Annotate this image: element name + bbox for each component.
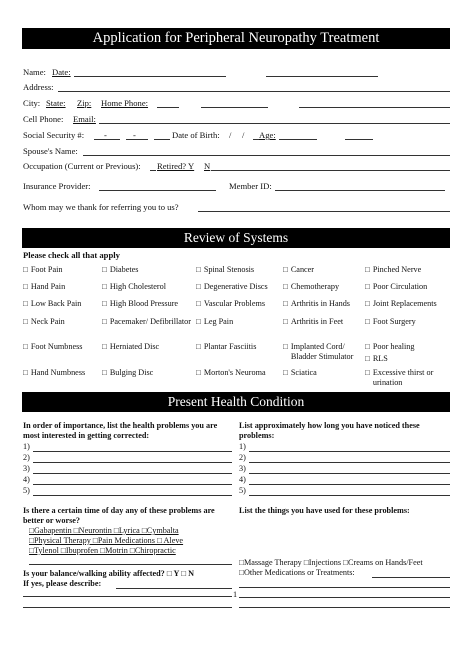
duration-number-label: 3) <box>239 464 246 473</box>
checklist-label: Diabetes <box>109 265 139 274</box>
dob-slash-1: / <box>229 130 232 140</box>
city-extra-field[interactable] <box>299 107 450 108</box>
checkbox-icon[interactable]: □ <box>365 368 370 377</box>
date-field[interactable] <box>266 76 378 77</box>
referral-label: Whom may we thank for referring you to us? <box>23 202 179 212</box>
describe-label: If yes, please describe: <box>23 579 102 588</box>
checklist-item[interactable] <box>23 265 101 275</box>
age-extra-field[interactable] <box>345 139 373 140</box>
checklist-item[interactable] <box>196 265 282 275</box>
checklist-label: Arthritis in Hands <box>290 299 350 308</box>
problem-entry-field[interactable] <box>33 462 232 463</box>
describe-field-1[interactable] <box>116 588 232 589</box>
checkbox-icon[interactable]: □ <box>283 265 288 274</box>
spouse-field[interactable] <box>83 155 450 156</box>
checklist-label: Excessive thirst or urination <box>372 368 434 387</box>
review-instruction: Please check all that apply <box>23 250 120 260</box>
name-label: Name: <box>23 67 46 77</box>
question-health-problems: In order of importance, list the health problems you are most interested in getting corrected: <box>23 421 218 440</box>
therapy-options-1[interactable]: □Massage Therapy □Injections □Creams on Hands/Feet <box>239 558 423 567</box>
date-label: Date: <box>52 67 71 77</box>
duration-entry-field[interactable] <box>249 473 450 474</box>
review-title: Review of Systems <box>183 230 289 245</box>
insurance-label: Insurance Provider: <box>23 181 91 191</box>
checklist-item[interactable] <box>102 299 194 309</box>
checklist-item[interactable] <box>23 368 101 378</box>
ssn-field-2[interactable] <box>126 139 148 140</box>
checklist-label: Leg Pain <box>203 317 234 326</box>
checklist-label: Plantar Fasciitis <box>203 342 257 351</box>
checklist-item[interactable] <box>196 368 282 378</box>
checklist-item-rls[interactable] <box>365 354 388 364</box>
checklist-label: Foot Surgery <box>372 317 416 326</box>
checkbox-icon[interactable]: □ <box>23 368 28 377</box>
checkbox-icon[interactable]: □ <box>283 282 288 291</box>
checkbox-icon[interactable]: □ <box>23 265 28 274</box>
checklist-label: Vascular Problems <box>203 299 266 308</box>
medication-extra-field[interactable] <box>29 564 232 565</box>
checkbox-icon[interactable]: □ <box>102 317 107 326</box>
things-used-field-2[interactable] <box>239 597 450 598</box>
checkbox-icon[interactable]: □ <box>365 282 370 291</box>
checklist-label: Degenerative Discs <box>203 282 268 291</box>
describe-field-2[interactable] <box>23 596 232 597</box>
checklist-item[interactable] <box>196 299 282 309</box>
checklist-label: Low Back Pain <box>30 299 82 308</box>
ssn-field-1[interactable] <box>94 139 120 140</box>
home-phone-field[interactable] <box>157 107 179 108</box>
zip-label: Zip: <box>77 98 92 108</box>
checklist-item[interactable] <box>365 265 455 275</box>
checklist-item[interactable] <box>23 317 101 327</box>
duration-number-label: 4) <box>239 475 246 484</box>
checkbox-icon[interactable]: □ <box>102 299 107 308</box>
checklist-item[interactable] <box>102 368 194 378</box>
checklist-item[interactable] <box>23 342 101 352</box>
checklist-item[interactable] <box>102 265 194 275</box>
checkbox-icon[interactable]: □ <box>102 342 107 351</box>
checklist-label: Poor healing <box>372 342 415 351</box>
ssn-field-3[interactable] <box>154 139 170 140</box>
duration-number-label: 5) <box>239 486 246 495</box>
checklist-label: Hand Numbness <box>30 368 86 377</box>
present-banner <box>22 392 450 412</box>
member-id-field[interactable] <box>275 190 445 191</box>
ssn-dash-1: - <box>104 130 107 140</box>
checkbox-icon[interactable]: □ <box>365 354 370 363</box>
checklist-label: High Cholesterol <box>109 282 167 291</box>
other-treatments-field[interactable] <box>372 577 450 578</box>
checkbox-icon[interactable]: □ <box>283 368 288 377</box>
checklist-label: Joint Replacements <box>372 299 437 308</box>
checkbox-icon[interactable]: □ <box>196 317 201 326</box>
duration-number-label: 1) <box>239 442 246 451</box>
problem-entry-field[interactable] <box>33 495 232 496</box>
problem-entry-field[interactable] <box>33 473 232 474</box>
checklist-label: Foot Numbness <box>30 342 83 351</box>
address-label: Address: <box>23 82 54 92</box>
checklist-item[interactable] <box>283 317 363 327</box>
checklist-item[interactable] <box>102 282 194 292</box>
checklist-label: Herniated Disc <box>109 342 160 351</box>
balance-question[interactable]: Is your balance/walking ability affected? □ Y □ N <box>23 569 195 578</box>
occupation-field[interactable] <box>150 170 156 171</box>
home-phone-label: Home Phone: <box>101 98 149 108</box>
checkbox-icon[interactable]: □ <box>23 317 28 326</box>
checklist-label: Implanted Cord/ Bladder Stimulator <box>290 342 354 361</box>
question-time-of-day: Is there a certain time of day any of these problems are better or worse? <box>23 506 215 525</box>
things-used-field-1[interactable] <box>239 587 450 588</box>
therapy-options-2[interactable]: □Other Medications or Treatments: <box>239 568 355 577</box>
describe-field-3[interactable] <box>23 607 232 608</box>
checklist-item[interactable] <box>365 368 455 387</box>
retired-n-label: N <box>204 161 211 171</box>
duration-number-label: 2) <box>239 453 246 462</box>
address-field[interactable] <box>58 91 450 92</box>
checkbox-icon[interactable]: □ <box>23 342 28 351</box>
occupation-label: Occupation (Current or Previous): <box>23 161 141 171</box>
dob-label: Date of Birth: <box>172 130 220 140</box>
checklist-item[interactable] <box>196 342 282 352</box>
checklist-item[interactable] <box>283 299 363 309</box>
checklist-item[interactable] <box>283 265 363 275</box>
checklist-label: Arthritis in Feet <box>290 317 344 326</box>
things-used-field-3[interactable] <box>239 607 450 608</box>
medication-options-2[interactable]: □Physical Therapy □Pain Medications □ Aleve <box>29 536 184 545</box>
checklist-label: Bulging Disc <box>109 368 154 377</box>
checklist-item[interactable] <box>283 368 363 378</box>
checkbox-icon[interactable]: □ <box>283 342 288 351</box>
checklist-label: RLS <box>372 354 388 363</box>
checklist-item[interactable] <box>196 317 282 327</box>
checkbox-icon[interactable]: □ <box>283 317 288 326</box>
checkbox-icon[interactable]: □ <box>102 265 107 274</box>
form-title-banner <box>22 28 450 49</box>
checkbox-icon[interactable]: □ <box>196 265 201 274</box>
medication-options-1[interactable]: □Gabapentin □Neurontin □Lyrica □Cymbalta <box>29 526 179 535</box>
review-banner <box>22 228 450 248</box>
ssn-dash-2: - <box>133 130 136 140</box>
checklist-label: Neck Pain <box>30 317 65 326</box>
checklist-label: Hand Pain <box>30 282 66 291</box>
referral-field[interactable] <box>198 211 450 212</box>
checklist-label: Morton's Neuroma <box>203 368 266 377</box>
footer-mark: 1 <box>233 590 238 599</box>
duration-entry-field[interactable] <box>249 451 450 452</box>
age-field[interactable] <box>279 139 317 140</box>
checklist-label: Pinched Nerve <box>372 265 422 274</box>
checkbox-icon[interactable]: □ <box>365 317 370 326</box>
checkbox-icon[interactable]: □ <box>283 299 288 308</box>
city-label: City: <box>23 98 41 108</box>
email-field[interactable] <box>99 123 450 124</box>
present-title: Present Health Condition <box>167 394 305 409</box>
checklist-item[interactable] <box>102 342 194 352</box>
checklist-label: Pacemaker/ Defibrillator <box>109 317 191 326</box>
checkbox-icon[interactable]: □ <box>23 282 28 291</box>
home-phone-field-2[interactable] <box>201 107 268 108</box>
problem-entry-field[interactable] <box>33 451 232 452</box>
problem-number-label: 4) <box>23 475 30 484</box>
name-field[interactable] <box>74 76 226 77</box>
duration-entry-field[interactable] <box>249 495 450 496</box>
checklist-label: High Blood Pressure <box>109 299 179 308</box>
age-label: Age: <box>259 130 276 140</box>
checklist-item[interactable] <box>365 317 455 327</box>
duration-entry-field[interactable] <box>249 484 450 485</box>
retired-label: Retired? Y <box>157 161 195 171</box>
checkbox-icon[interactable]: □ <box>365 342 370 351</box>
occupation-field-2[interactable] <box>211 170 450 171</box>
checkbox-icon[interactable]: □ <box>196 282 201 291</box>
checkbox-icon[interactable]: □ <box>102 282 107 291</box>
problem-number-label: 1) <box>23 442 30 451</box>
checklist-label: Spinal Stenosis <box>203 265 255 274</box>
problem-number-label: 5) <box>23 486 30 495</box>
checklist-item[interactable] <box>365 282 455 292</box>
insurance-field[interactable] <box>99 190 216 191</box>
spouse-label: Spouse's Name: <box>23 146 78 156</box>
checklist-item[interactable] <box>196 282 282 292</box>
problem-entry-field[interactable] <box>33 484 232 485</box>
question-how-long: List approximately how long you have noticed these problems: <box>239 421 420 440</box>
checkbox-icon[interactable]: □ <box>365 265 370 274</box>
question-things-used: List the things you have used for these problems: <box>239 506 410 515</box>
duration-entry-field[interactable] <box>249 462 450 463</box>
email-label: Email: <box>73 114 96 124</box>
checklist-item[interactable] <box>23 299 101 309</box>
checkbox-icon[interactable]: □ <box>196 368 201 377</box>
checklist-item[interactable] <box>102 317 194 327</box>
cell-phone-label: Cell Phone: <box>23 114 64 124</box>
member-id-label: Member ID: <box>229 181 272 191</box>
problem-number-label: 3) <box>23 464 30 473</box>
checkbox-icon[interactable]: □ <box>102 368 107 377</box>
checklist-item[interactable] <box>365 299 455 309</box>
checkbox-icon[interactable]: □ <box>23 299 28 308</box>
dob-slash-2: / <box>242 130 245 140</box>
checkbox-icon[interactable]: □ <box>196 299 201 308</box>
checklist-label: Poor Circulation <box>372 282 428 291</box>
checklist-label: Foot Pain <box>30 265 63 274</box>
checkbox-icon[interactable]: □ <box>196 342 201 351</box>
problem-number-label: 2) <box>23 453 30 462</box>
checklist-label: Cancer <box>290 265 315 274</box>
state-label: State: <box>46 98 66 108</box>
checklist-label: Chemotherapy <box>290 282 340 291</box>
checklist-label: Sciatica <box>290 368 317 377</box>
checkbox-icon[interactable]: □ <box>365 299 370 308</box>
checklist-item[interactable] <box>283 282 363 292</box>
ssn-label: Social Security #: <box>23 130 85 140</box>
checklist-item[interactable] <box>283 342 363 361</box>
checklist-item[interactable] <box>365 342 455 352</box>
medication-options-3[interactable]: □Tylenol □Ibuprofen □Motrin □Chiropractic <box>29 546 176 555</box>
form-title: Application for Peripheral Neuropathy Treatment <box>92 30 380 46</box>
checklist-item[interactable] <box>23 282 101 292</box>
